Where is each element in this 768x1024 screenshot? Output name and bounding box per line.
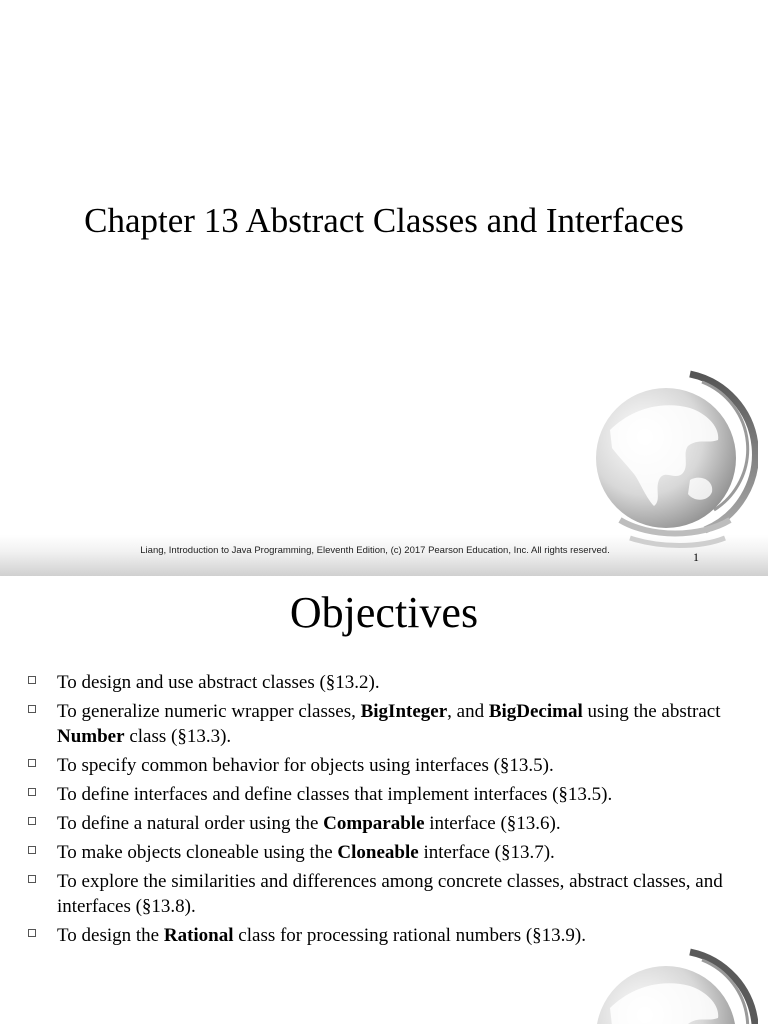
square-bullet-icon	[28, 817, 36, 825]
objective-item	[0, 840, 768, 865]
slide-2	[0, 576, 768, 1024]
objective-text: To generalize numeric wrapper classes,	[57, 701, 361, 722]
objective-item	[0, 923, 768, 948]
objective-item	[0, 782, 768, 807]
objective-text: using the abstract	[582, 701, 721, 722]
footer-copyright: Liang, Introduction to Java Programming, Eleventh Edition, (c) 2017 Pearson Education, Inc. All rights reserved.	[140, 545, 610, 556]
objective-item	[0, 811, 768, 836]
objective-text: To explore the similarities and differences among concrete classes, abstract classes, and interfaces (§13.8).	[57, 871, 723, 917]
objective-keyword: Rational	[163, 925, 234, 946]
objective-item	[0, 699, 768, 749]
objective-text: interface (§13.6).	[424, 813, 561, 834]
page-number: 1	[693, 550, 699, 564]
square-bullet-icon	[28, 846, 36, 854]
objective-item	[0, 869, 768, 919]
objective-keyword: Comparable	[323, 813, 425, 834]
objectives-list	[0, 670, 768, 952]
objective-text: To design the	[57, 925, 164, 946]
square-bullet-icon	[28, 875, 36, 883]
objective-text: To specify common behavior for objects using interfaces (§13.5).	[57, 755, 554, 776]
objective-text: To make objects cloneable using the	[57, 842, 338, 863]
objective-text: To define interfaces and define classes that implement interfaces (§13.5).	[57, 784, 613, 805]
objective-keyword: Cloneable	[337, 842, 419, 863]
objective-text: , and	[447, 701, 489, 722]
objective-item	[0, 670, 768, 695]
objective-text: To define a natural order using the	[57, 813, 324, 834]
globe-icon	[590, 948, 758, 1024]
objective-item	[0, 753, 768, 778]
slide-title: Chapter 13 Abstract Classes and Interfaces	[84, 201, 684, 240]
square-bullet-icon	[28, 929, 36, 937]
globe-icon	[590, 370, 758, 560]
objective-keyword: BigInteger	[360, 701, 448, 722]
square-bullet-icon	[28, 788, 36, 796]
objective-keyword: BigDecimal	[488, 701, 583, 722]
slide-title: Objectives	[289, 588, 479, 637]
objective-text: class (§13.3).	[124, 726, 232, 747]
square-bullet-icon	[28, 759, 36, 767]
objective-keyword: Number	[57, 726, 125, 747]
objective-text: To design and use abstract classes (§13.2).	[57, 672, 380, 693]
objective-text: interface (§13.7).	[418, 842, 555, 863]
objective-text: class for processing rational numbers (§13.9).	[233, 925, 587, 946]
square-bullet-icon	[28, 705, 36, 713]
square-bullet-icon	[28, 676, 36, 684]
